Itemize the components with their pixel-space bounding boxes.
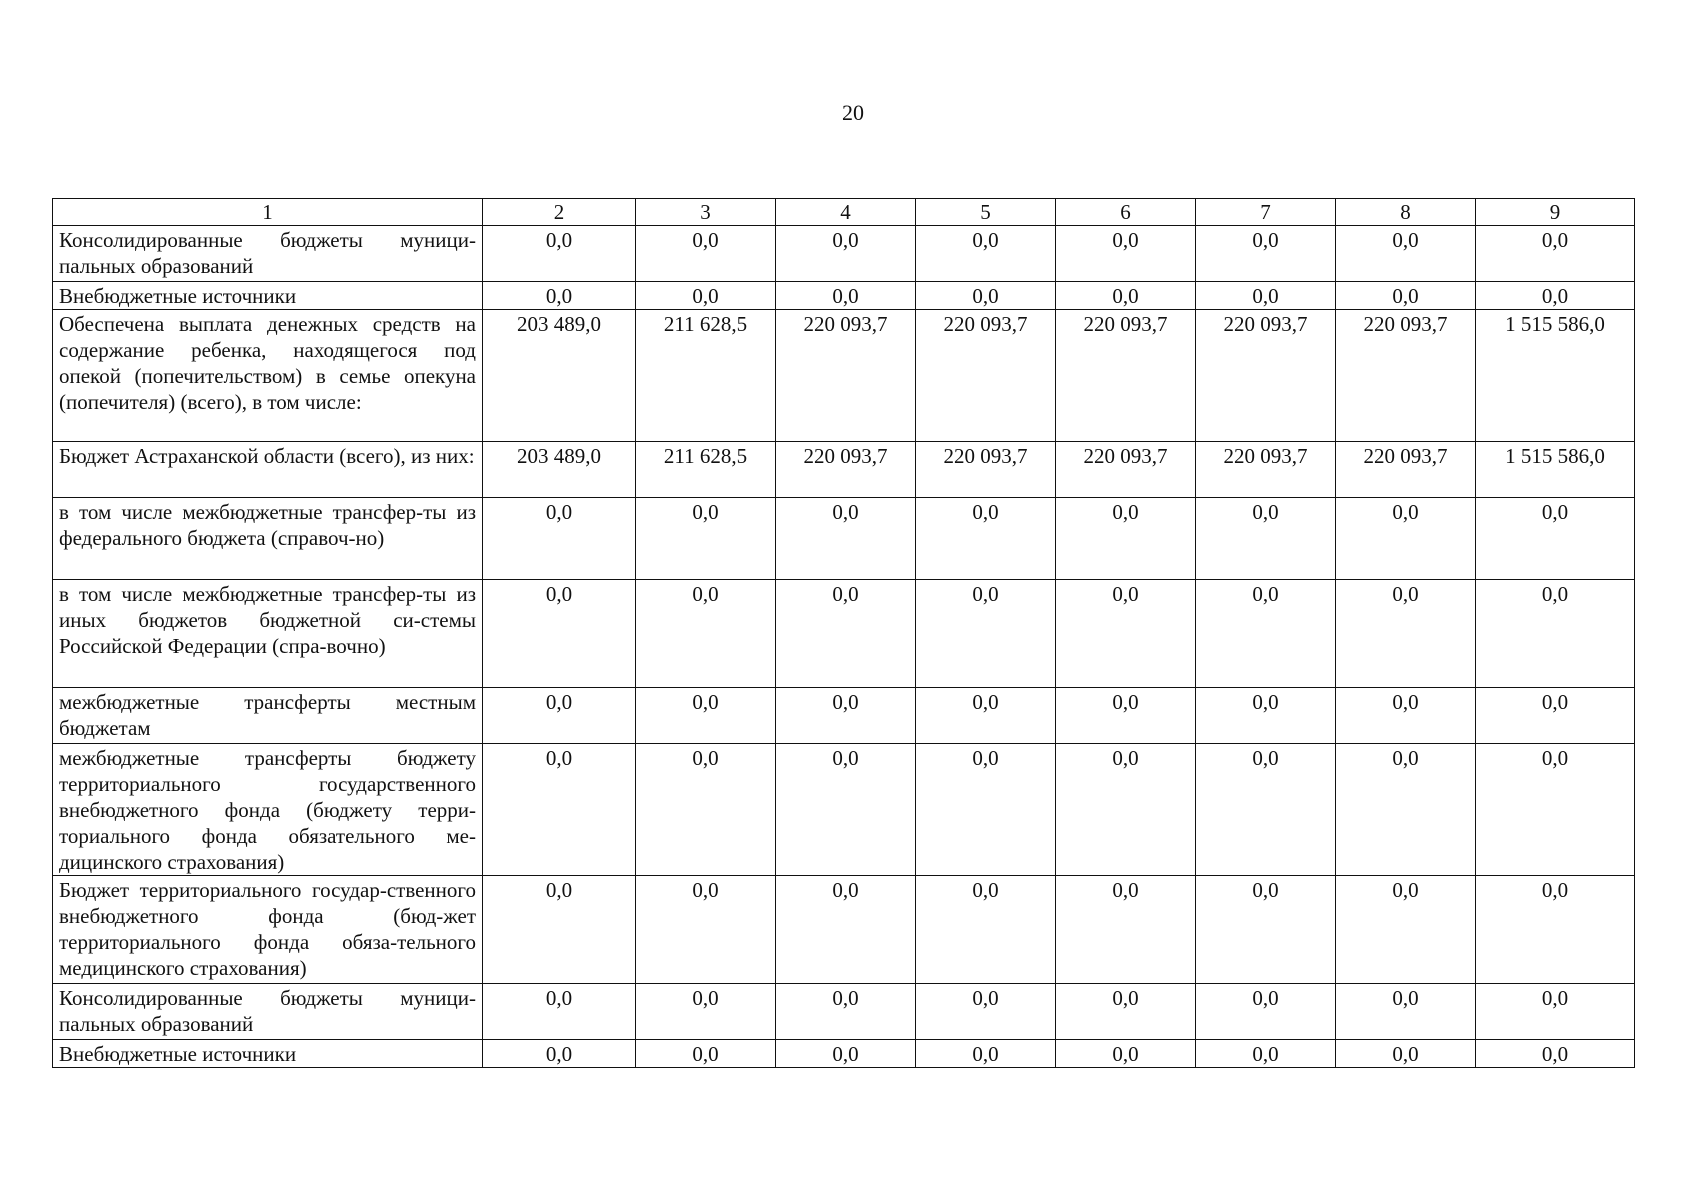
table-cell-value: 0,0 bbox=[1336, 984, 1476, 1040]
row-label: Консолидированные бюджеты муници-пальных образований bbox=[53, 226, 483, 282]
table-cell-value: 0,0 bbox=[483, 688, 636, 744]
table-cell-value: 0,0 bbox=[776, 876, 916, 984]
column-header: 1 bbox=[53, 199, 483, 226]
table-cell-value: 0,0 bbox=[1336, 876, 1476, 984]
table-cell-value: 0,0 bbox=[1196, 1040, 1336, 1068]
table-cell-value: 0,0 bbox=[776, 580, 916, 688]
table-cell-value: 0,0 bbox=[1476, 984, 1635, 1040]
table-cell-value: 0,0 bbox=[636, 876, 776, 984]
row-label: Обеспечена выплата денежных средств на содержание ребенка, находящегося под опекой (попечительством) в семье опекуна (попечителя) (всего), в том числе: bbox=[53, 310, 483, 442]
budget-table bbox=[52, 198, 1635, 1068]
table-cell-value: 0,0 bbox=[636, 688, 776, 744]
table-row bbox=[53, 876, 1635, 984]
column-header: 4 bbox=[776, 199, 916, 226]
table-row bbox=[53, 1040, 1635, 1068]
table-cell-value: 0,0 bbox=[1476, 688, 1635, 744]
table-cell-value: 0,0 bbox=[776, 282, 916, 310]
row-label: в том числе межбюджетные трансфер-ты из федерального бюджета (справоч-но) bbox=[53, 498, 483, 580]
column-header: 9 bbox=[1476, 199, 1635, 226]
table-cell-value: 0,0 bbox=[1476, 498, 1635, 580]
table-cell-value: 0,0 bbox=[1476, 580, 1635, 688]
table-cell-value: 0,0 bbox=[916, 1040, 1056, 1068]
table-cell-value: 0,0 bbox=[776, 498, 916, 580]
table-cell-value: 220 093,7 bbox=[1056, 442, 1196, 498]
table-cell-value: 0,0 bbox=[916, 226, 1056, 282]
table-cell-value: 203 489,0 bbox=[483, 442, 636, 498]
table-row bbox=[53, 442, 1635, 498]
table-cell-value: 0,0 bbox=[483, 226, 636, 282]
table-cell-value: 0,0 bbox=[776, 744, 916, 876]
table-cell-value: 0,0 bbox=[1056, 744, 1196, 876]
table-cell-value: 0,0 bbox=[1476, 876, 1635, 984]
table-cell-value: 0,0 bbox=[1336, 282, 1476, 310]
table-cell-value: 0,0 bbox=[483, 984, 636, 1040]
table-cell-value: 0,0 bbox=[483, 1040, 636, 1068]
table-cell-value: 0,0 bbox=[916, 984, 1056, 1040]
table-cell-value: 0,0 bbox=[916, 688, 1056, 744]
row-label: Внебюджетные источники bbox=[53, 282, 483, 310]
page-number: 20 bbox=[842, 100, 864, 125]
table-cell-value: 0,0 bbox=[636, 984, 776, 1040]
table-cell-value: 0,0 bbox=[483, 580, 636, 688]
table-header-row bbox=[53, 199, 1635, 226]
table-row bbox=[53, 310, 1635, 442]
table-cell-value: 0,0 bbox=[1056, 226, 1196, 282]
table-cell-value: 0,0 bbox=[776, 226, 916, 282]
column-header: 7 bbox=[1196, 199, 1336, 226]
table-cell-value: 0,0 bbox=[483, 498, 636, 580]
table-cell-value: 220 093,7 bbox=[1196, 442, 1336, 498]
table-cell-value: 0,0 bbox=[1336, 226, 1476, 282]
table-cell-value: 0,0 bbox=[483, 282, 636, 310]
table-row bbox=[53, 226, 1635, 282]
row-label: в том числе межбюджетные трансфер-ты из иных бюджетов бюджетной си-стемы Российской Федерации (спра-вочно) bbox=[53, 580, 483, 688]
table-cell-value: 0,0 bbox=[916, 580, 1056, 688]
table-cell-value: 0,0 bbox=[776, 984, 916, 1040]
row-label: Внебюджетные источники bbox=[53, 1040, 483, 1068]
table-cell-value: 0,0 bbox=[1336, 1040, 1476, 1068]
table-row bbox=[53, 282, 1635, 310]
table-cell-value: 0,0 bbox=[1056, 498, 1196, 580]
table-cell-value: 0,0 bbox=[1196, 688, 1336, 744]
table-row bbox=[53, 688, 1635, 744]
table-cell-value: 0,0 bbox=[776, 688, 916, 744]
table-cell-value: 211 628,5 bbox=[636, 310, 776, 442]
table-cell-value: 0,0 bbox=[636, 744, 776, 876]
table-cell-value: 0,0 bbox=[1336, 688, 1476, 744]
table-cell-value: 0,0 bbox=[1056, 984, 1196, 1040]
table-cell-value: 0,0 bbox=[1196, 984, 1336, 1040]
table-cell-value: 0,0 bbox=[1196, 282, 1336, 310]
column-header: 5 bbox=[916, 199, 1056, 226]
column-header: 2 bbox=[483, 199, 636, 226]
table-cell-value: 0,0 bbox=[636, 1040, 776, 1068]
table-cell-value: 0,0 bbox=[636, 498, 776, 580]
table-row bbox=[53, 984, 1635, 1040]
table-cell-value: 220 093,7 bbox=[916, 310, 1056, 442]
table-cell-value: 0,0 bbox=[1476, 282, 1635, 310]
row-label: Консолидированные бюджеты муници-пальных образований bbox=[53, 984, 483, 1040]
table-cell-value: 0,0 bbox=[1196, 876, 1336, 984]
table-cell-value: 0,0 bbox=[636, 226, 776, 282]
column-header: 8 bbox=[1336, 199, 1476, 226]
row-label: межбюджетные трансферты бюджету территориального государственного внебюджетного фонда (бюджету терри-ториального фонда обязательного ме-дицинского страхования) bbox=[53, 744, 483, 876]
column-header: 3 bbox=[636, 199, 776, 226]
table-cell-value: 1 515 586,0 bbox=[1476, 442, 1635, 498]
table-row bbox=[53, 744, 1635, 876]
table-cell-value: 211 628,5 bbox=[636, 442, 776, 498]
table-cell-value: 0,0 bbox=[1336, 498, 1476, 580]
table-cell-value: 220 093,7 bbox=[1336, 442, 1476, 498]
table-cell-value: 220 093,7 bbox=[916, 442, 1056, 498]
table-cell-value: 0,0 bbox=[916, 282, 1056, 310]
table-cell-value: 0,0 bbox=[1476, 226, 1635, 282]
table-cell-value: 0,0 bbox=[1056, 1040, 1196, 1068]
table-cell-value: 220 093,7 bbox=[1336, 310, 1476, 442]
table-cell-value: 0,0 bbox=[1196, 498, 1336, 580]
table-cell-value: 203 489,0 bbox=[483, 310, 636, 442]
column-header: 6 bbox=[1056, 199, 1196, 226]
row-label: Бюджет Астраханской области (всего), из них: bbox=[53, 442, 483, 498]
table-cell-value: 220 093,7 bbox=[1056, 310, 1196, 442]
table-row bbox=[53, 580, 1635, 688]
row-label: межбюджетные трансферты местным бюджетам bbox=[53, 688, 483, 744]
table-cell-value: 0,0 bbox=[1196, 226, 1336, 282]
table-cell-value: 0,0 bbox=[1196, 744, 1336, 876]
table-cell-value: 0,0 bbox=[916, 498, 1056, 580]
table-cell-value: 0,0 bbox=[776, 1040, 916, 1068]
table-cell-value: 0,0 bbox=[916, 744, 1056, 876]
table-cell-value: 0,0 bbox=[1056, 282, 1196, 310]
table-row bbox=[53, 498, 1635, 580]
table-cell-value: 220 093,7 bbox=[1196, 310, 1336, 442]
table-cell-value: 220 093,7 bbox=[776, 442, 916, 498]
table-cell-value: 0,0 bbox=[1056, 580, 1196, 688]
table-cell-value: 0,0 bbox=[483, 744, 636, 876]
table-cell-value: 0,0 bbox=[1476, 744, 1635, 876]
table-cell-value: 0,0 bbox=[1476, 1040, 1635, 1068]
table-cell-value: 0,0 bbox=[1056, 876, 1196, 984]
table-cell-value: 0,0 bbox=[1336, 580, 1476, 688]
table-cell-value: 0,0 bbox=[1056, 688, 1196, 744]
table-cell-value: 0,0 bbox=[636, 282, 776, 310]
table-cell-value: 0,0 bbox=[1336, 744, 1476, 876]
table-cell-value: 0,0 bbox=[916, 876, 1056, 984]
table-cell-value: 0,0 bbox=[483, 876, 636, 984]
table-cell-value: 0,0 bbox=[636, 580, 776, 688]
table-cell-value: 0,0 bbox=[1196, 580, 1336, 688]
table-cell-value: 1 515 586,0 bbox=[1476, 310, 1635, 442]
row-label: Бюджет территориального государ-ственного внебюджетного фонда (бюд-жет территориального фонда обяза-тельного медицинского страхования) bbox=[53, 876, 483, 984]
table-cell-value: 220 093,7 bbox=[776, 310, 916, 442]
